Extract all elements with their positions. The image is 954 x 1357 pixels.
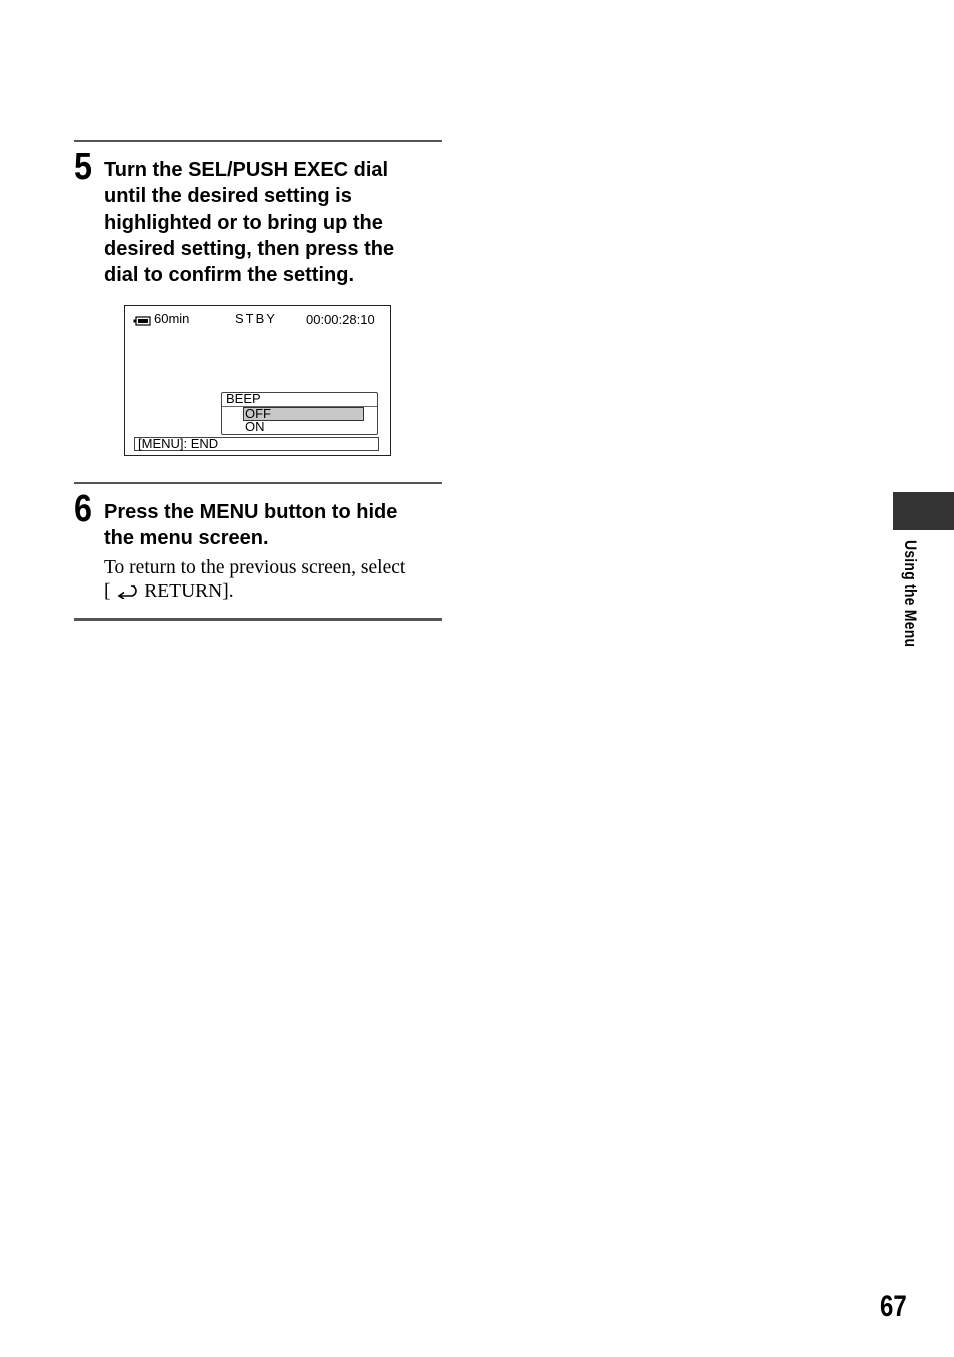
bottom-rule <box>74 618 442 621</box>
step-6-note <box>104 556 444 606</box>
battery-icon <box>133 314 151 329</box>
return-arrow-icon <box>115 582 139 606</box>
menu-end-hint-box <box>134 437 379 451</box>
timecode: 00:00:28:10 <box>306 312 375 327</box>
step-5-line: desired setting, then press the <box>104 237 395 260</box>
note-line <box>104 580 444 606</box>
beep-menu <box>221 392 378 435</box>
step-5-line: highlighted or to bring up the <box>104 211 383 234</box>
step-6-number: 6 <box>74 488 92 530</box>
step-6-line: the menu screen. <box>104 527 269 550</box>
step-5-line: Turn the SEL/PUSH EXEC dial <box>104 159 389 181</box>
lcd-screen-illustration <box>124 305 391 456</box>
step-5-instruction <box>104 157 434 288</box>
menu-option-on[interactable]: ON <box>245 419 265 434</box>
step-6-line: Press the MENU button to hide <box>104 501 398 523</box>
status-indicator: STBY <box>235 311 277 326</box>
note-bracket-open: [ <box>104 581 111 602</box>
note-line: To return to the previous screen, select <box>104 557 406 578</box>
middle-rule <box>74 482 442 484</box>
step-5-line: dial to confirm the setting. <box>104 264 355 287</box>
step-5-number: 5 <box>74 146 92 188</box>
menu-title: BEEP <box>226 391 261 406</box>
return-label: RETURN]. <box>139 581 234 602</box>
page-number: 67 <box>880 1290 907 1323</box>
section-tab-marker <box>893 492 954 530</box>
step-6-instruction <box>104 499 444 552</box>
battery-remaining: 60min <box>154 311 190 326</box>
top-rule <box>74 140 442 142</box>
step-5-line: until the desired setting is <box>104 185 352 208</box>
menu-option-off[interactable]: OFF <box>245 406 271 421</box>
menu-end-hint: [MENU]: END <box>138 436 219 451</box>
section-tab-label: Using the Menu <box>901 540 920 648</box>
